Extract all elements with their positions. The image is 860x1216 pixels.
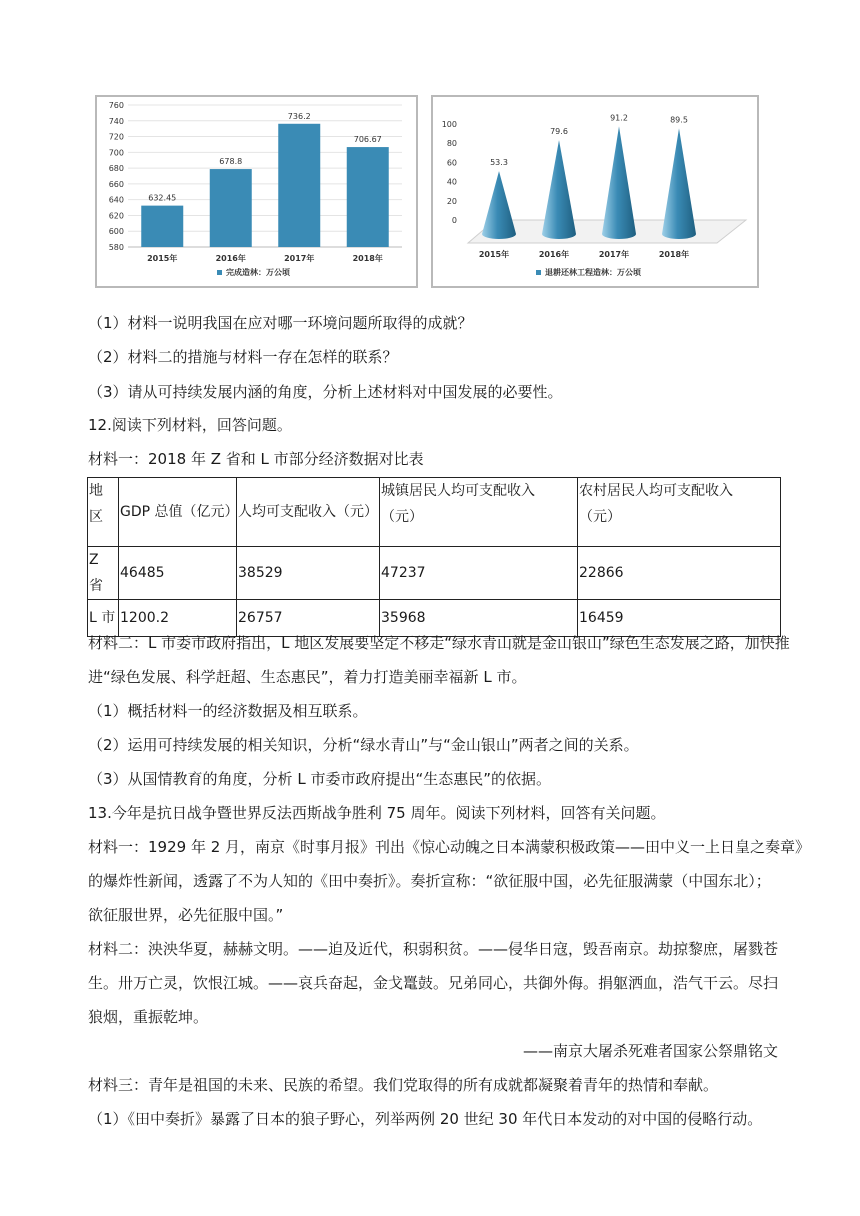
- y-tick-label: 640: [108, 195, 124, 205]
- table-header-cell: 农村居民人均可支配收入 （元）: [578, 478, 781, 547]
- y-tick-label: 740: [108, 116, 124, 126]
- y-tick-label: 100: [441, 120, 457, 129]
- y-tick-label: 720: [108, 132, 124, 142]
- table-cell: 22866: [578, 547, 781, 600]
- data-label: 79.6: [550, 127, 568, 137]
- q12-material2-line1: 材料二：L 市委市政府指出，L 地区发展要坚定不移走“绿水青山就是金山银山”绿色生态发展之路，加快推: [88, 634, 790, 652]
- bar: [141, 206, 183, 247]
- table-row: [88, 547, 781, 600]
- afforestation-bar-chart: [95, 95, 418, 288]
- q13-title: 13.今年是抗日战争暨世界反法西斯战争胜利 75 周年。阅读下列材料，回答有关问题。: [88, 804, 666, 822]
- table-cell: 16459: [578, 600, 781, 637]
- x-tick-label: 2018年: [352, 254, 383, 263]
- q13-material2-line2: 生。卅万亡灵，饮恨江城。——哀兵奋起，金戈鼍鼓。兄弟同心，共御外侮。捐躯洒血，浩气干云。尽扫: [88, 974, 779, 992]
- cone: [482, 171, 516, 239]
- y-tick-label: 660: [108, 179, 124, 189]
- q13-material2-line3: 狼烟，重振乾坤。: [88, 1008, 209, 1026]
- legend-label: 完成造林：万公顷: [226, 268, 290, 277]
- table-cell: Z 省: [88, 547, 119, 600]
- table-header-cell: 城镇居民人均可支配收入 （元）: [380, 478, 578, 547]
- table-cell: 47237: [380, 547, 578, 600]
- y-tick-label: 40: [446, 177, 457, 187]
- y-tick-label: 600: [108, 227, 124, 237]
- x-tick-label: 2016年: [538, 250, 570, 259]
- y-tick-label: 620: [108, 211, 124, 221]
- y-tick-label: 0: [451, 216, 457, 225]
- x-tick-label: 2015年: [147, 254, 178, 263]
- q13-material1-line3: 欲征服世界，必先征服中国。”: [88, 906, 284, 924]
- y-tick-label: 580: [108, 243, 124, 252]
- data-label: 678.8: [219, 157, 243, 167]
- data-label: 706.67: [353, 135, 382, 145]
- data-label: 632.45: [148, 193, 177, 203]
- table-row: [88, 600, 781, 637]
- data-label: 53.3: [490, 158, 508, 168]
- data-label: 736.2: [287, 111, 311, 121]
- q12-material1-caption: 材料一：2018 年 Z 省和 L 市部分经济数据对比表: [88, 450, 424, 468]
- legend-swatch: [217, 270, 222, 275]
- x-tick-label: 2016年: [215, 254, 246, 263]
- table-cell: 35968: [380, 600, 578, 637]
- bar: [210, 169, 252, 247]
- table-cell: L 市: [88, 600, 119, 637]
- bar: [347, 147, 389, 247]
- cone: [602, 126, 636, 239]
- cone: [542, 140, 576, 239]
- legend-swatch: [536, 270, 541, 275]
- data-label: 89.5: [670, 115, 688, 125]
- y-tick-label: 20: [446, 196, 457, 206]
- x-tick-label: 2015年: [478, 250, 510, 259]
- legend-label: 退耕还林工程造林：万公顷: [545, 268, 641, 277]
- reforestation-cone-chart: [431, 95, 759, 288]
- q11-sub3: （3）请从可持续发展内涵的角度，分析上述材料对中国发展的必要性。: [88, 383, 563, 401]
- table-header-cell: 地 区: [88, 478, 119, 547]
- y-tick-label: 700: [108, 148, 124, 158]
- q12-sub2: （2）运用可持续发展的相关知识，分析“绿水青山”与“金山银山”两者之间的关系。: [88, 736, 639, 754]
- table-header-cell: GDP 总值（亿元）: [119, 478, 237, 547]
- y-tick-label: 680: [108, 164, 124, 174]
- q13-material3: 材料三：青年是祖国的未来、民族的希望。我们党取得的所有成就都凝聚着青年的热情和奉献。: [88, 1076, 719, 1094]
- x-tick-label: 2018年: [658, 250, 690, 259]
- y-tick-label: 60: [446, 158, 457, 168]
- q13-material2-line1: 材料二：泱泱华夏，赫赫文明。——迫及近代，积弱积贫。——侵华日寇，毁吾南京。劫掠黎庶，屠戮苍: [88, 940, 779, 958]
- table-cell: 1200.2: [119, 600, 237, 637]
- reforestation-cone-svg: [433, 97, 757, 286]
- q12-material2-line2: 进“绿色发展、科学赶超、生态惠民”，着力打造美丽幸福新 L 市。: [88, 668, 527, 686]
- table-header-row: [88, 478, 781, 547]
- x-tick-label: 2017年: [598, 250, 630, 259]
- q13-material1-line1: 材料一：1929 年 2 月，南京《时事月报》刊出《惊心动魄之日本满蒙积极政策——田中义一上日皇之奏章》: [88, 838, 811, 856]
- table-cell: 38529: [237, 547, 380, 600]
- table-cell: 46485: [119, 547, 237, 600]
- data-label: 91.2: [610, 113, 628, 123]
- q12-sub1: （1）概括材料一的经济数据及相互联系。: [88, 702, 368, 720]
- q11-sub2: （2）材料二的措施与材料一存在怎样的联系？: [88, 348, 398, 366]
- q13-material2-source: ——南京大屠杀死难者国家公祭鼎铭文: [522, 1042, 778, 1060]
- cone: [662, 128, 696, 239]
- q12-sub3: （3）从国情教育的角度，分析 L 市委市政府提出“生态惠民”的依据。: [88, 770, 551, 788]
- q12-title: 12.阅读下列材料，回答问题。: [88, 416, 292, 434]
- bar: [278, 124, 320, 247]
- q13-material1-line2: 的爆炸性新闻，透露了不为人知的《田中奏折》。奏折宣称：“欲征服中国，必先征服满蒙（中国东北）；: [88, 872, 771, 890]
- y-tick-label: 80: [446, 139, 457, 149]
- table-header-cell: 人均可支配收入（元）: [237, 478, 380, 547]
- table-cell: 26757: [237, 600, 380, 637]
- q13-sub1: （1）《田中奏折》暴露了日本的狼子野心，列举两例 20 世纪 30 年代日本发动的对中国的侵略行动。: [88, 1110, 763, 1128]
- q11-sub1: （1）材料一说明我国在应对哪一环境问题所取得的成就？: [88, 314, 473, 332]
- y-tick-label: 760: [108, 101, 124, 110]
- afforestation-bar-svg: [97, 97, 416, 286]
- economic-data-table: [87, 477, 781, 637]
- x-tick-label: 2017年: [284, 254, 315, 263]
